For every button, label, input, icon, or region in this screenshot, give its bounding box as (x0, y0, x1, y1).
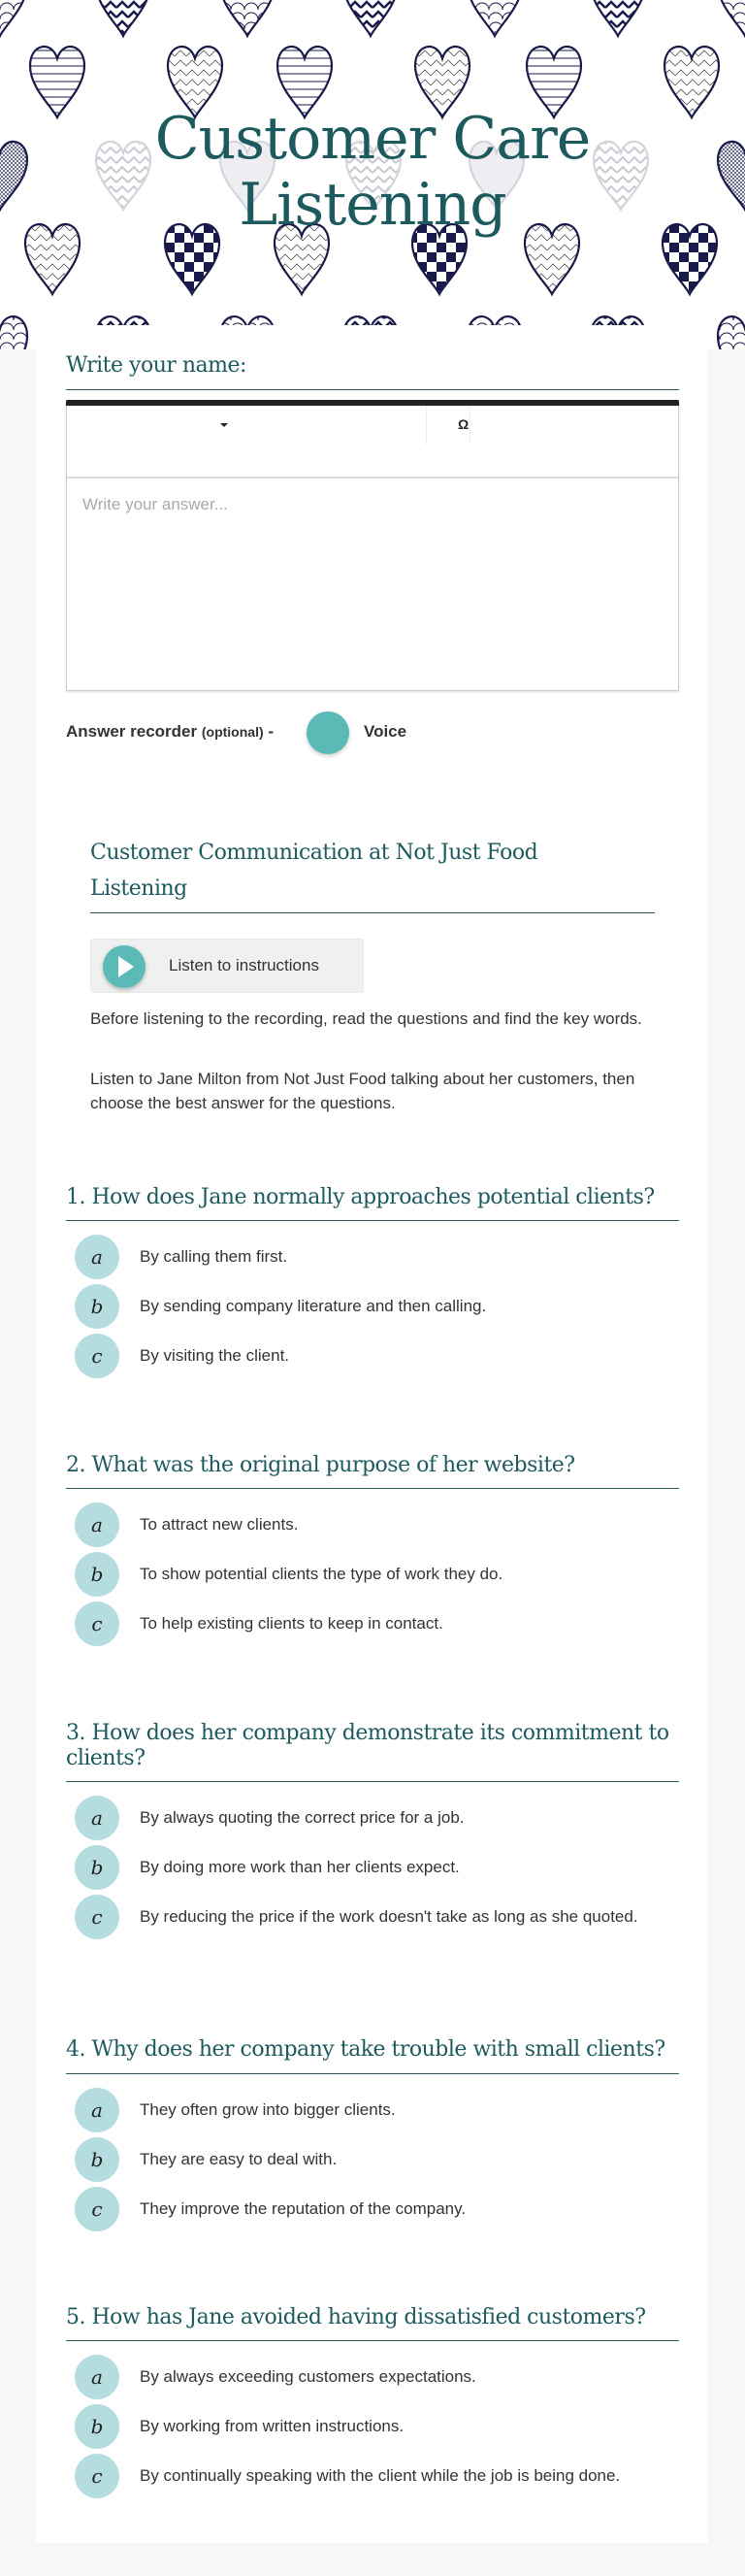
option-letter-button[interactable]: c (75, 1334, 119, 1378)
option-letter-button[interactable]: c (75, 1602, 119, 1646)
option-letter-button[interactable]: a (75, 1503, 119, 1547)
play-icon (103, 945, 146, 988)
answer-input-placeholder[interactable]: Write your answer... (82, 495, 228, 513)
name-rich-text-editor[interactable] (66, 400, 679, 691)
option-letter-button[interactable]: a (75, 2355, 119, 2399)
heart-icon (591, 0, 645, 36)
heart-icon (718, 0, 745, 36)
page-title-line2: Listening (239, 171, 506, 239)
option-text[interactable]: By always quoting the correct price for a job. (140, 1808, 465, 1827)
option-text[interactable]: To help existing clients to keep in contact. (140, 1614, 443, 1633)
recorder-dash: - (268, 722, 275, 741)
option-letter-button[interactable]: a (75, 1235, 119, 1279)
worksheet-card (36, 325, 708, 2543)
divider (66, 1781, 679, 1782)
option-letter-button[interactable]: b (75, 1284, 119, 1329)
heart-icon (468, 0, 522, 36)
instruction-paragraph: Listen to Jane Milton from Not Just Food talking about her customers, then choose the best answer for the questions. (90, 1070, 635, 1112)
section-heading-line2: Listening (90, 876, 187, 901)
answer-recorder-label (66, 722, 274, 742)
listen-to-instructions-button[interactable] (90, 939, 364, 993)
question-heading: 2. What was the original purpose of her website? (66, 1453, 575, 1477)
voice-record-button[interactable] (307, 711, 349, 754)
option-letter-button[interactable]: b (75, 1552, 119, 1597)
heart-icon (718, 316, 745, 349)
option-letter-button[interactable]: b (75, 2404, 119, 2449)
divider (66, 1220, 679, 1221)
recorder-label-text: Answer recorder (66, 722, 198, 741)
instruction-paragraph: Before listening to the recording, read the questions and find the key words. (90, 1009, 642, 1028)
question-heading: 5. How has Jane avoided having dissatisfied customers? (66, 2305, 646, 2329)
divider (66, 1488, 679, 1489)
option-letter-button[interactable]: c (75, 1895, 119, 1939)
divider (66, 2340, 679, 2341)
question-heading: 4. Why does her company take trouble with small clients? (66, 2037, 665, 2062)
option-letter-button[interactable]: a (75, 1796, 119, 1840)
listen-label: Listen to instructions (169, 956, 319, 974)
option-text[interactable]: By visiting the client. (140, 1346, 290, 1365)
option-text[interactable]: They often grow into bigger clients. (140, 2100, 396, 2119)
toolbar-separator (426, 406, 427, 445)
divider (66, 2073, 679, 2074)
divider (90, 912, 655, 913)
option-text[interactable]: By working from written instructions. (140, 2417, 405, 2435)
option-letter-button[interactable]: b (75, 1845, 119, 1890)
heart-icon (96, 0, 150, 36)
option-text[interactable]: By doing more work than her clients expect. (140, 1858, 460, 1876)
editor-toolbar (67, 406, 678, 479)
option-text[interactable]: By calling them first. (140, 1247, 288, 1266)
option-letter-button[interactable]: c (75, 2187, 119, 2231)
option-text[interactable]: By continually speaking with the client while the job is being done. (140, 2466, 621, 2485)
name-field-label: Write your name: (66, 353, 246, 378)
option-text[interactable]: They are easy to deal with. (140, 2150, 338, 2168)
header-banner (0, 0, 745, 349)
option-text[interactable]: To show potential clients the type of work they do. (140, 1565, 503, 1583)
heart-icon (0, 0, 27, 36)
heart-icon (343, 0, 398, 36)
option-letter-button[interactable]: c (75, 2454, 119, 2498)
divider (66, 389, 679, 390)
option-letter-button[interactable]: b (75, 2137, 119, 2182)
page-title-line1: Customer Care (154, 105, 591, 173)
option-text[interactable]: By always exceeding customers expectations. (140, 2367, 476, 2386)
heart-icon (220, 0, 275, 36)
question-heading: 1. How does Jane normally approaches potential clients? (66, 1185, 655, 1209)
recorder-optional-text: (optional) (201, 724, 264, 740)
special-character-button[interactable]: Ω (458, 416, 470, 432)
font-dropdown-caret-icon[interactable] (220, 423, 228, 427)
question-heading: 3. How does her company demonstrate its commitment to clients? (66, 1721, 669, 1770)
option-letter-button[interactable]: a (75, 2088, 119, 2132)
option-text[interactable]: They improve the reputation of the company. (140, 2199, 467, 2218)
section-heading-line1: Customer Communication at Not Just Food (90, 841, 538, 865)
option-text[interactable]: By reducing the price if the work doesn't take as long as she quoted. (140, 1907, 638, 1926)
option-text[interactable]: By sending company literature and then calling. (140, 1297, 487, 1315)
option-text[interactable]: To attract new clients. (140, 1515, 299, 1534)
voice-label: Voice (364, 722, 407, 741)
heart-icon (0, 316, 27, 349)
